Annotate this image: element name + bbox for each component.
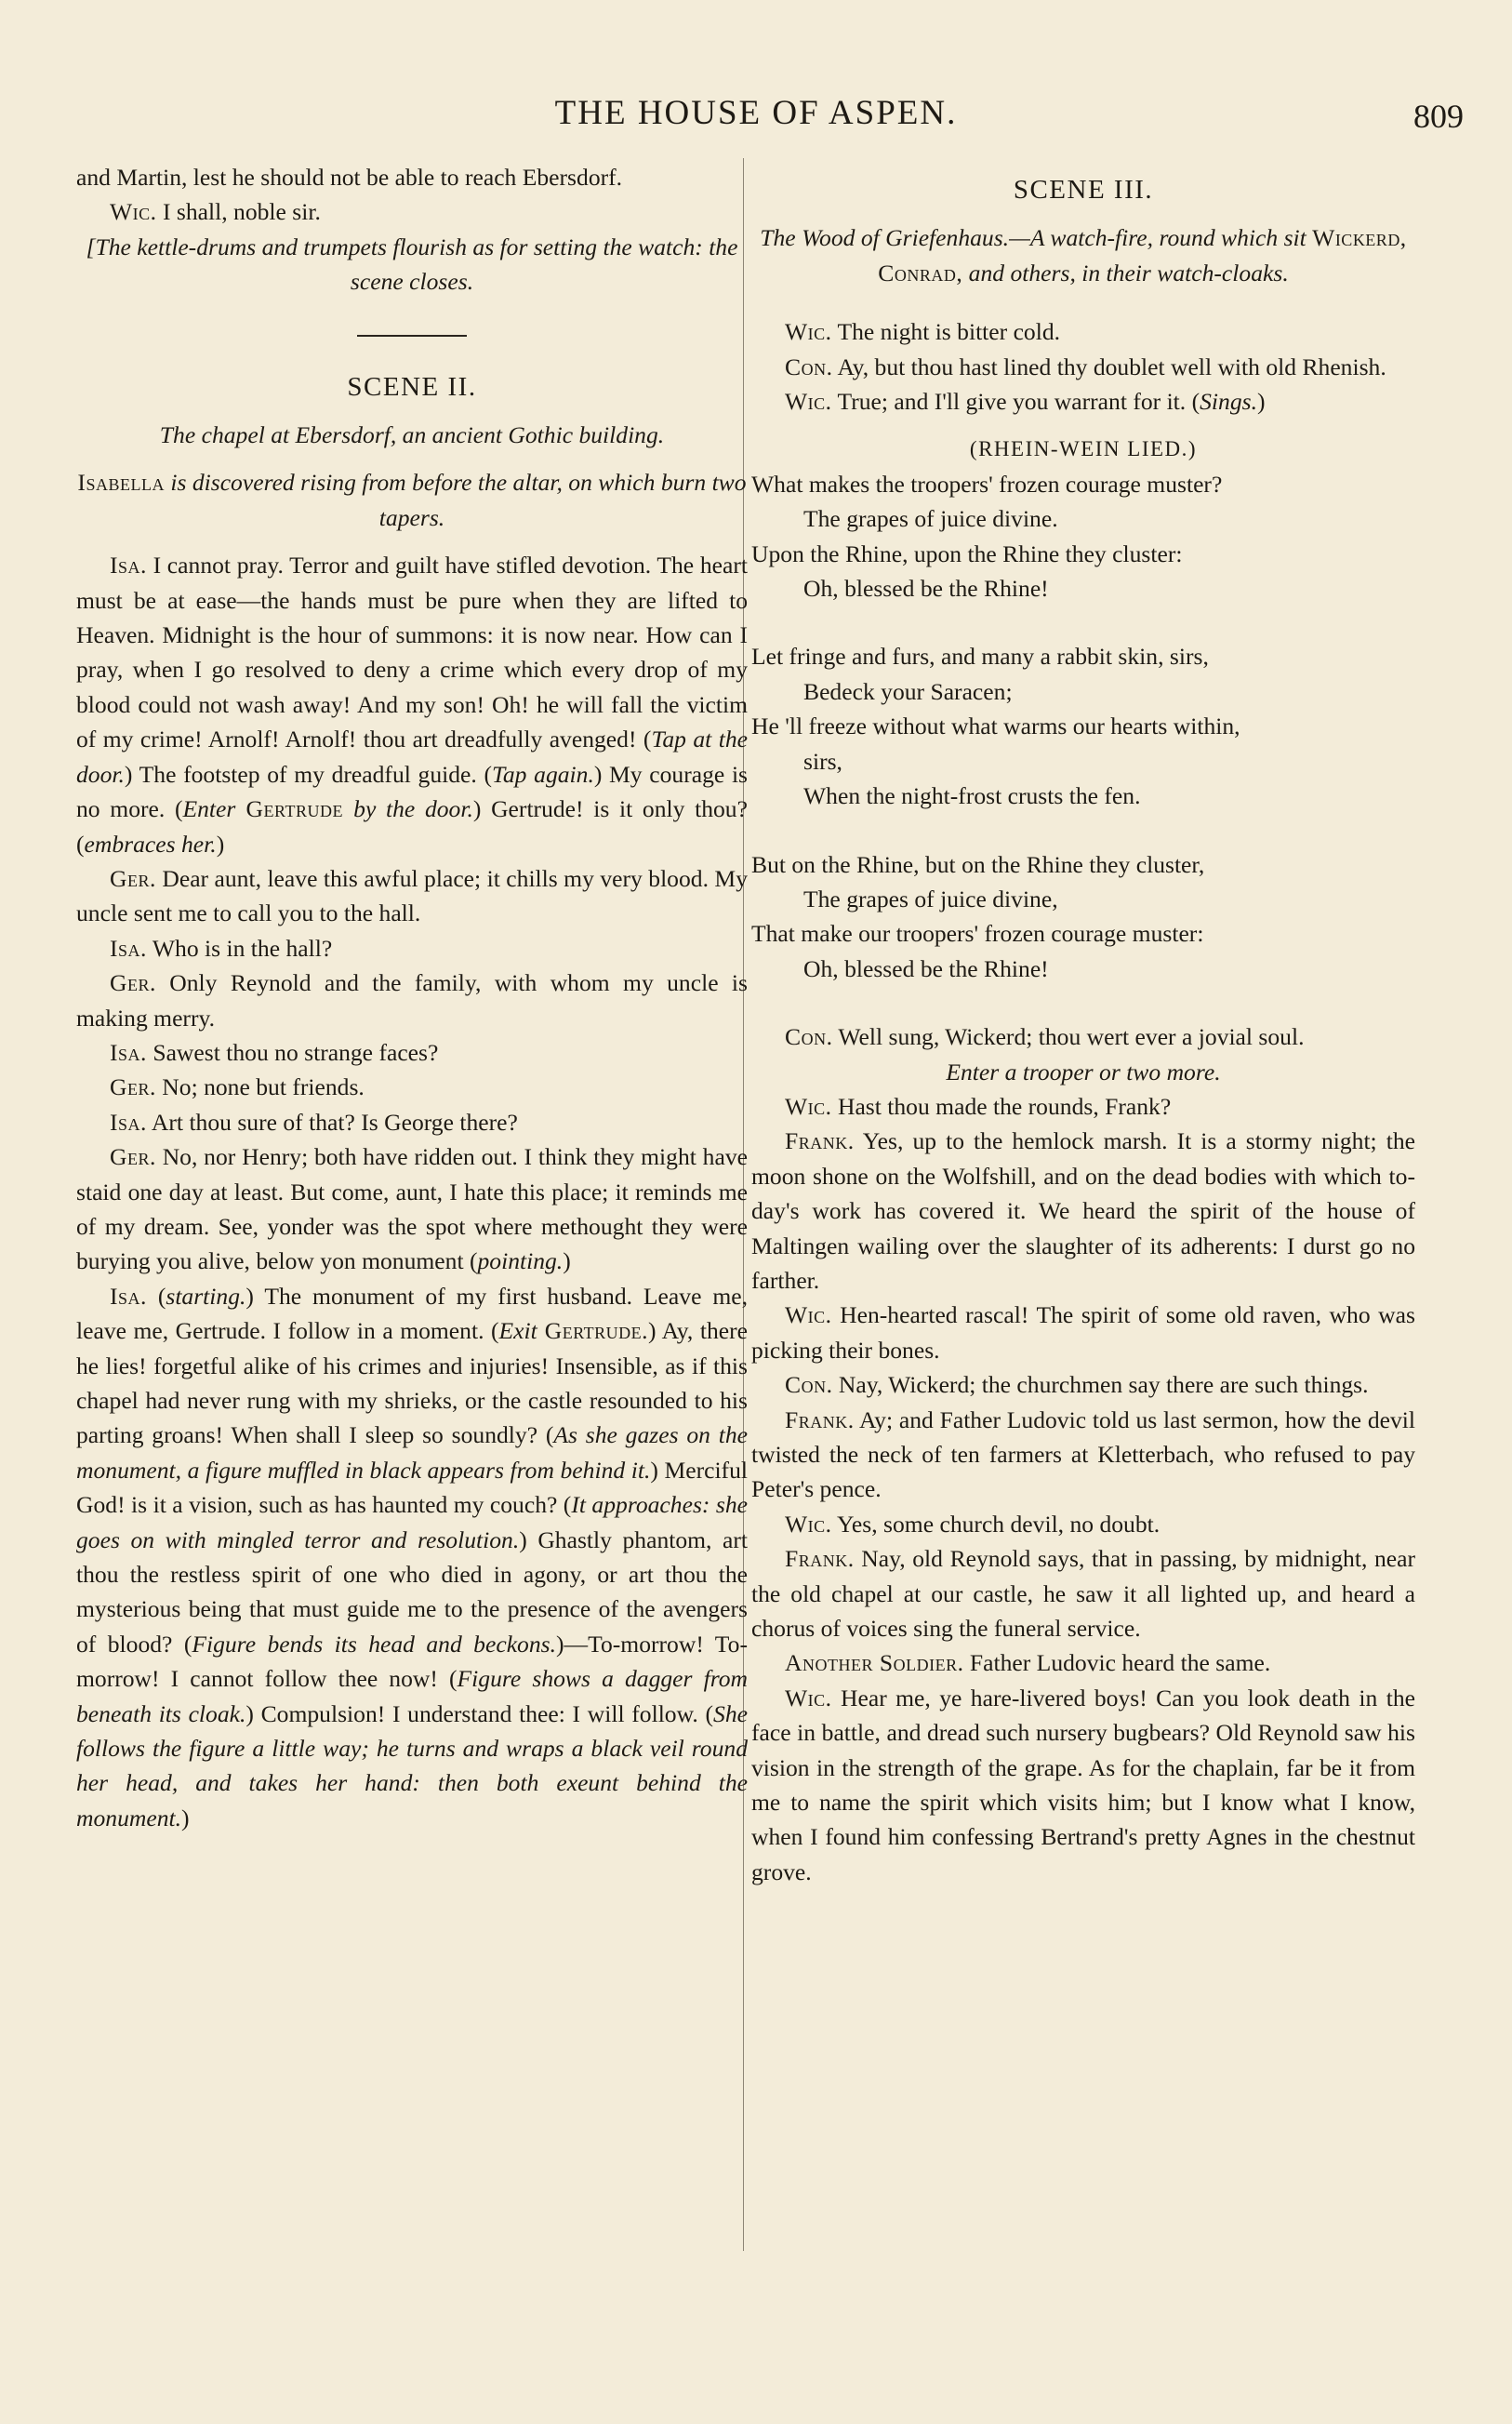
scene-setting: The chapel at Ebersdorf, an ancient Gothic building. bbox=[159, 421, 665, 449]
speaker: Isa. bbox=[110, 934, 147, 962]
inline-direction: Enter bbox=[182, 795, 236, 823]
speech: Yes, up to the hemlock marsh. It is a stormy night; the moon shone on the Wolfshill, and on the dead bodies with which to-day's work has covered it. We heard the spirit of the house of Maltingen wailing over the slaughter of its adherents: I durst go no farther. bbox=[751, 1127, 1415, 1294]
dialogue-line bbox=[751, 384, 1415, 419]
speaker: Wic. bbox=[785, 1510, 832, 1538]
dialogue-line bbox=[76, 1070, 748, 1104]
speech: Yes, some church devil, no doubt. bbox=[831, 1510, 1161, 1538]
speaker: Ger. bbox=[110, 864, 156, 892]
inline-direction: starting. bbox=[166, 1282, 246, 1310]
speech: ) bbox=[216, 830, 225, 858]
left-column bbox=[76, 160, 748, 1835]
speech: ) Ay, there he lies! forgetful alike of his crimes and injuries! Insensible, as if this chapel had never rung with my shrieks, or the castle resounded to his parting groans! When shall I sleep so soundly? ( bbox=[76, 1317, 748, 1449]
dialogue-line bbox=[751, 1403, 1415, 1507]
direction-text: is discovered rising from before the altar, on which burn two tapers. bbox=[164, 469, 747, 531]
right-column bbox=[751, 160, 1415, 1889]
dialogue-line bbox=[751, 1367, 1415, 1402]
speech: No, nor Henry; both have ridden out. I think they might have staid one day at least. But come, aunt, I hate this place; it reminds me of my dream. See, yonder was the spot where methought they were burying you alive, below yon monument ( bbox=[76, 1143, 748, 1275]
song-verse bbox=[751, 847, 1415, 987]
speech: )—To-morrow! To-morrow! I cannot follow thee now! ( bbox=[76, 1630, 748, 1693]
speaker: Wic. bbox=[785, 318, 832, 346]
inline-direction: Figure bends its head and beckons. bbox=[192, 1630, 557, 1658]
inline-direction: pointing. bbox=[477, 1247, 564, 1275]
inline-direction: As she gazes on the monument, a figure muffled in black appears from behind it. bbox=[76, 1421, 748, 1484]
setting-text: and others, in their watch-cloaks. bbox=[962, 259, 1289, 286]
speaker: Another Soldier. bbox=[785, 1649, 964, 1677]
dialogue-line bbox=[76, 861, 748, 931]
speech: Ay, but thou hast lined thy doublet well with old Rhenish. bbox=[832, 353, 1386, 380]
speech: Well sung, Wickerd; thou wert ever a jovial soul. bbox=[832, 1023, 1305, 1051]
section-rule bbox=[357, 335, 467, 337]
speaker: Wic. bbox=[785, 1301, 832, 1329]
verse-line: He 'll freeze without what warms our hearts within, bbox=[751, 713, 1240, 740]
character-name: Isabella bbox=[77, 469, 165, 497]
verse-line: Let fringe and furs, and many a rabbit skin, sirs, bbox=[751, 643, 1209, 671]
speaker: Ger. bbox=[110, 969, 156, 997]
setting-text: The Wood of Griefenhaus.—A watch-fire, round which sit bbox=[760, 224, 1306, 252]
speech: Father Ludovic heard the same. bbox=[963, 1649, 1271, 1677]
speech: ) The monument of my first husband. Leave me, leave me, Gertrude. I follow in a moment. ( bbox=[76, 1282, 748, 1345]
song-verse bbox=[751, 467, 1415, 606]
dialogue-line bbox=[76, 1279, 748, 1836]
dialogue-line bbox=[751, 1019, 1415, 1054]
verse-line: sirs, bbox=[803, 747, 842, 775]
speaker: Wic. bbox=[785, 1684, 832, 1711]
speaker: Con. bbox=[785, 1023, 833, 1051]
scene-setting bbox=[751, 220, 1415, 290]
speaker: Con. bbox=[785, 1371, 833, 1399]
speech: I shall, noble sir. bbox=[156, 198, 321, 226]
dialogue-line bbox=[76, 966, 748, 1035]
song-verse bbox=[751, 639, 1415, 813]
dialogue-line bbox=[76, 548, 748, 861]
speech: ( bbox=[146, 1282, 166, 1310]
inline-direction: Tap again. bbox=[492, 760, 594, 788]
speech: Sawest thou no strange faces? bbox=[146, 1038, 439, 1066]
speech: ) bbox=[563, 1247, 571, 1275]
character-names: Wickerd, Conrad, bbox=[878, 224, 1407, 286]
inline-direction: Exit bbox=[498, 1317, 537, 1345]
song-title: (RHEIN-WEIN LIED.) bbox=[969, 437, 1198, 461]
speech: ) bbox=[1257, 388, 1266, 416]
speaker: Ger. bbox=[110, 1073, 156, 1101]
speech: ) My courage is no more. ( bbox=[76, 760, 749, 823]
stage-direction bbox=[76, 465, 748, 535]
speaker: Frank. bbox=[785, 1127, 855, 1155]
verse-line: Bedeck your Saracen; bbox=[803, 677, 1013, 705]
page-header bbox=[0, 93, 1512, 141]
speech: No; none but friends. bbox=[155, 1073, 365, 1101]
dialogue-line bbox=[751, 314, 1415, 349]
dialogue-line bbox=[751, 1124, 1415, 1298]
speech: I cannot pray. Terror and guilt have stifled devotion. The heart must be at ease—the hands must be pure when they are lifted to Heaven. Midnight is the hour of summons: it is now near. How can I pray, when I go resolved to deny a crime which every drop of my blood could not wash away! And my son! Oh! he will fall the victim of my crime! Arnolf! Arnolf! thou art dreadfully avenged! ( bbox=[76, 552, 748, 753]
speaker: Isa. bbox=[110, 1282, 147, 1310]
verse-line: The grapes of juice divine. bbox=[803, 505, 1058, 533]
verse-line: The grapes of juice divine, bbox=[803, 885, 1058, 912]
inline-direction: It approaches: she goes on with mingled terror and resolution. bbox=[76, 1491, 749, 1553]
speech: Only Reynold and the family, with whom my uncle is making merry. bbox=[76, 969, 748, 1032]
verse-line: Oh, blessed be the Rhine! bbox=[803, 575, 1049, 603]
inline-direction: by the door. bbox=[353, 795, 473, 823]
dialogue-line bbox=[751, 1681, 1415, 1889]
character-name: Gertrude. bbox=[537, 1317, 649, 1345]
dialogue-line bbox=[76, 1035, 748, 1070]
speech: Hast thou made the rounds, Frank? bbox=[831, 1092, 1172, 1120]
speaker: Isa. bbox=[110, 1108, 147, 1136]
inline-direction: She follows the figure a little way; he turns and wraps a black veil round her head, and takes her hand: then both exeunt behind the monument. bbox=[76, 1699, 748, 1831]
speech: ) Gertrude! is it only thou? ( bbox=[76, 795, 748, 858]
dialogue-line bbox=[76, 931, 748, 966]
speech: ) The footstep of my dreadful guide. ( bbox=[124, 760, 492, 788]
speaker: Wic. bbox=[785, 388, 832, 416]
running-title: THE HOUSE OF ASPEN. bbox=[554, 94, 958, 132]
verse-line: When the night-frost crusts the fen. bbox=[803, 782, 1141, 810]
speaker: Isa. bbox=[110, 552, 147, 579]
dialogue-line bbox=[751, 1507, 1415, 1541]
speech: Nay, old Reynold says, that in passing, by midnight, near the old chapel at our castle, he saw it all lighted up, and heard a chorus of voices sing the funeral service. bbox=[751, 1545, 1415, 1643]
speech: True; and I'll give you warrant for it. ( bbox=[831, 388, 1200, 416]
verse-line: Oh, blessed be the Rhine! bbox=[803, 954, 1049, 982]
stage-direction: [The kettle-drums and trumpets flourish as for setting the watch: the scene closes. bbox=[86, 233, 738, 296]
speech: Art thou sure of that? Is George there? bbox=[146, 1108, 518, 1136]
inline-direction: Sings. bbox=[1200, 388, 1257, 416]
dialogue-line bbox=[76, 1105, 748, 1139]
speaker: Ger. bbox=[110, 1143, 156, 1171]
scene-heading: SCENE III. bbox=[1013, 175, 1154, 205]
verse-line: What makes the troopers' frozen courage muster? bbox=[751, 470, 1223, 498]
dialogue-line bbox=[76, 194, 748, 229]
inline-direction: embraces her. bbox=[84, 830, 217, 858]
character-name: Gertrude bbox=[235, 795, 354, 823]
speech: Nay, Wickerd; the churchmen say there are such things. bbox=[832, 1371, 1369, 1399]
verse-line: That make our troopers' frozen courage muster: bbox=[751, 920, 1204, 948]
inline-direction: Tap at the door. bbox=[76, 726, 748, 788]
speech: Ay; and Father Ludovic told us last sermon, how the devil twisted the neck of ten farmers at Kletterbach, who refused to pay Peter's pence. bbox=[751, 1405, 1415, 1503]
page-number: 809 bbox=[1413, 98, 1464, 135]
speech: ) bbox=[181, 1804, 190, 1831]
speaker: Frank. bbox=[785, 1545, 855, 1573]
dialogue-line bbox=[751, 1541, 1415, 1645]
speaker: Con. bbox=[785, 353, 833, 380]
dialogue-line bbox=[751, 1645, 1415, 1680]
verse-line: But on the Rhine, but on the Rhine they cluster, bbox=[751, 850, 1205, 878]
speech: Dear aunt, leave this awful place; it chills my very blood. My uncle sent me to call you to the hall. bbox=[76, 864, 748, 927]
verse-line: Upon the Rhine, upon the Rhine they cluster: bbox=[751, 539, 1183, 567]
inline-direction: Figure shows a dagger from beneath its cloak. bbox=[76, 1665, 748, 1727]
speech: ) Ghastly phantom, art thou the restless spirit of one who died in agony, or art thou the mysterious being that must guide me to the presence of the avengers of blood? ( bbox=[76, 1525, 749, 1658]
paragraph: and Martin, lest he should not be able to reach Ebersdorf. bbox=[76, 164, 623, 191]
speaker: Frank. bbox=[785, 1405, 855, 1433]
stage-direction: Enter a trooper or two more. bbox=[946, 1058, 1221, 1085]
speaker: Wic. bbox=[110, 198, 157, 226]
speech: The night is bitter cold. bbox=[831, 318, 1061, 346]
speech: ) Merciful God! is it a vision, such as has haunted my couch? ( bbox=[76, 1456, 748, 1519]
dialogue-line bbox=[751, 1089, 1415, 1124]
scene-heading: SCENE II. bbox=[347, 371, 477, 402]
speaker: Wic. bbox=[785, 1092, 832, 1120]
speaker: Isa. bbox=[110, 1038, 147, 1066]
speech: Who is in the hall? bbox=[146, 934, 333, 962]
dialogue-line bbox=[751, 350, 1415, 384]
speech: ) Compulsion! I understand thee: I will follow. ( bbox=[245, 1699, 714, 1727]
dialogue-line bbox=[76, 1139, 748, 1279]
speech: Hen-hearted rascal! The spirit of some old raven, who was picking their bones. bbox=[751, 1301, 1415, 1364]
speech: Hear me, ye hare-livered boys! Can you look death in the face in battle, and dread such nursery bugbears? Old Reynold saw his vision in the strength of the grape. As for the chaplain, far be it from me to name the spirit which visits him; but I know what I know, when I found him confessing Bertrand's pretty Agnes in the chestnut grove. bbox=[751, 1684, 1415, 1885]
dialogue-line bbox=[751, 1298, 1415, 1367]
